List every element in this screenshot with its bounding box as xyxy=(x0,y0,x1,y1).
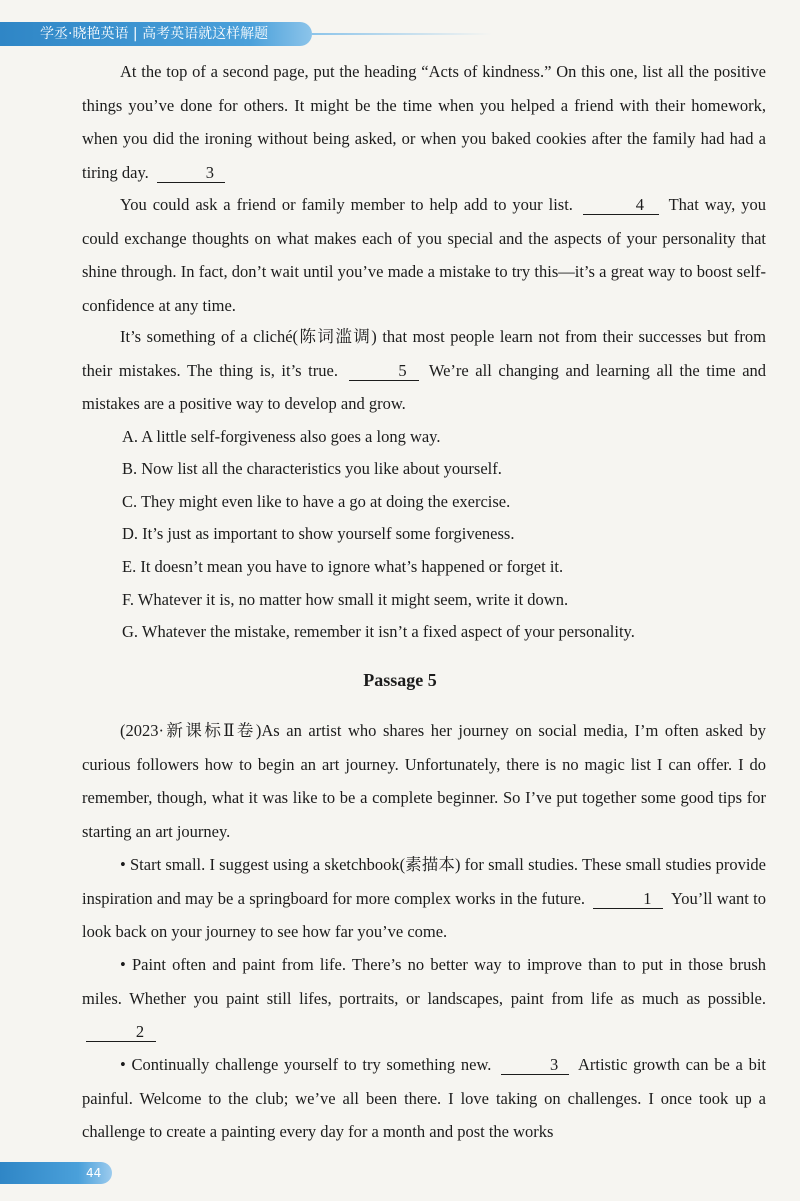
option-e: E. It doesn’t mean you have to ignore what’s happened or forget it. xyxy=(122,557,564,576)
answer-blank-2: 2 xyxy=(86,1023,156,1042)
paragraph-ask-friend xyxy=(82,188,766,322)
answer-blank-3: 3 xyxy=(157,164,225,183)
answer-blank-1: 1 xyxy=(593,890,663,909)
option-a: A. A little self-forgiveness also goes a long way. xyxy=(122,427,441,446)
page-number: 44 xyxy=(86,1166,102,1180)
option-f: F. Whatever it is, no matter how small it might seem, write it down. xyxy=(122,590,569,609)
option-d: D. It’s just as important to show yourself some forgiveness. xyxy=(122,524,515,543)
option-b: B. Now list all the characteristics you like about yourself. xyxy=(122,459,502,478)
option-c: C. They might even like to have a go at doing the exercise. xyxy=(122,492,511,511)
tip-start-small xyxy=(82,848,766,949)
tip-text: • Paint often and paint from life. There’s no better way to improve than to put in those brush miles. Whether you paint still lifes, portraits, or landscapes, paint from life as much as possible. xyxy=(82,955,766,1008)
paragraph-cliche xyxy=(82,320,766,421)
paragraph-text: It’s something of a cliché(陈词滥调) that most people learn not from their successes but from their mistakes. The thing is, it’s true. xyxy=(82,327,766,380)
answer-blank-4: 4 xyxy=(583,196,659,215)
option-g: G. Whatever the mistake, remember it isn’t a fixed aspect of your personality. xyxy=(122,622,635,641)
paragraph-text: At the top of a second page, put the heading “Acts of kindness.” On this one, list all the positive things you’ve done for others. It might be the time when you helped a friend with their homework, when you did the ironing without being asked, or when you baked cookies after the family had had a tiring day. xyxy=(82,62,766,182)
tip-text: • Start small. I suggest using a sketchbook(素描本) for small studies. These small studies provide inspiration and may be a springboard for more complex works in the future. xyxy=(82,855,766,908)
book-series-title: 学丞·晓艳英语 | 高考英语就这样解题 xyxy=(40,26,269,42)
tip-text: You’ll want to look back on your journey to see how far you’ve come. xyxy=(82,888,766,941)
paragraph-text: You could ask a friend or family member to help add to your list. xyxy=(120,195,573,214)
passage-title: Passage 5 xyxy=(363,670,437,690)
tip-paint-often xyxy=(82,948,766,1049)
tip-text: • Continually challenge yourself to try something new. xyxy=(120,1055,492,1074)
paragraph-text: That way, you could exchange thoughts on what makes each of you special and the aspects of your personality that shine through. In fact, don’t wait until you’ve made a mistake to try this—it’s a great way to boost self-confidence at any time. xyxy=(82,195,767,315)
answer-blank-5: 5 xyxy=(349,362,419,381)
tip-text: Artistic growth can be a bit painful. Welcome to the club; we’ve all been there. I love taking on challenges. I once took up a challenge to create a painting every day for a month and post the works xyxy=(82,1055,766,1141)
tip-challenge-yourself xyxy=(82,1048,766,1149)
paragraph-text: We’re all changing and learning all the time and mistakes are a positive way to develop and grow. xyxy=(82,360,767,413)
paragraph-acts-of-kindness xyxy=(82,55,766,189)
header-divider xyxy=(312,33,492,35)
answer-blank-3-passage5: 3 xyxy=(501,1056,569,1075)
passage-intro: (2023·新课标Ⅱ卷)As an artist who shares her journey on social media, I’m often asked by curious followers how to begin an art journey. Unfortunately, there is no magic list I can offer. I do remember, though, what it was like to be a complete beginner. So I’ve put together some good tips for starting an art journey. xyxy=(82,721,766,841)
